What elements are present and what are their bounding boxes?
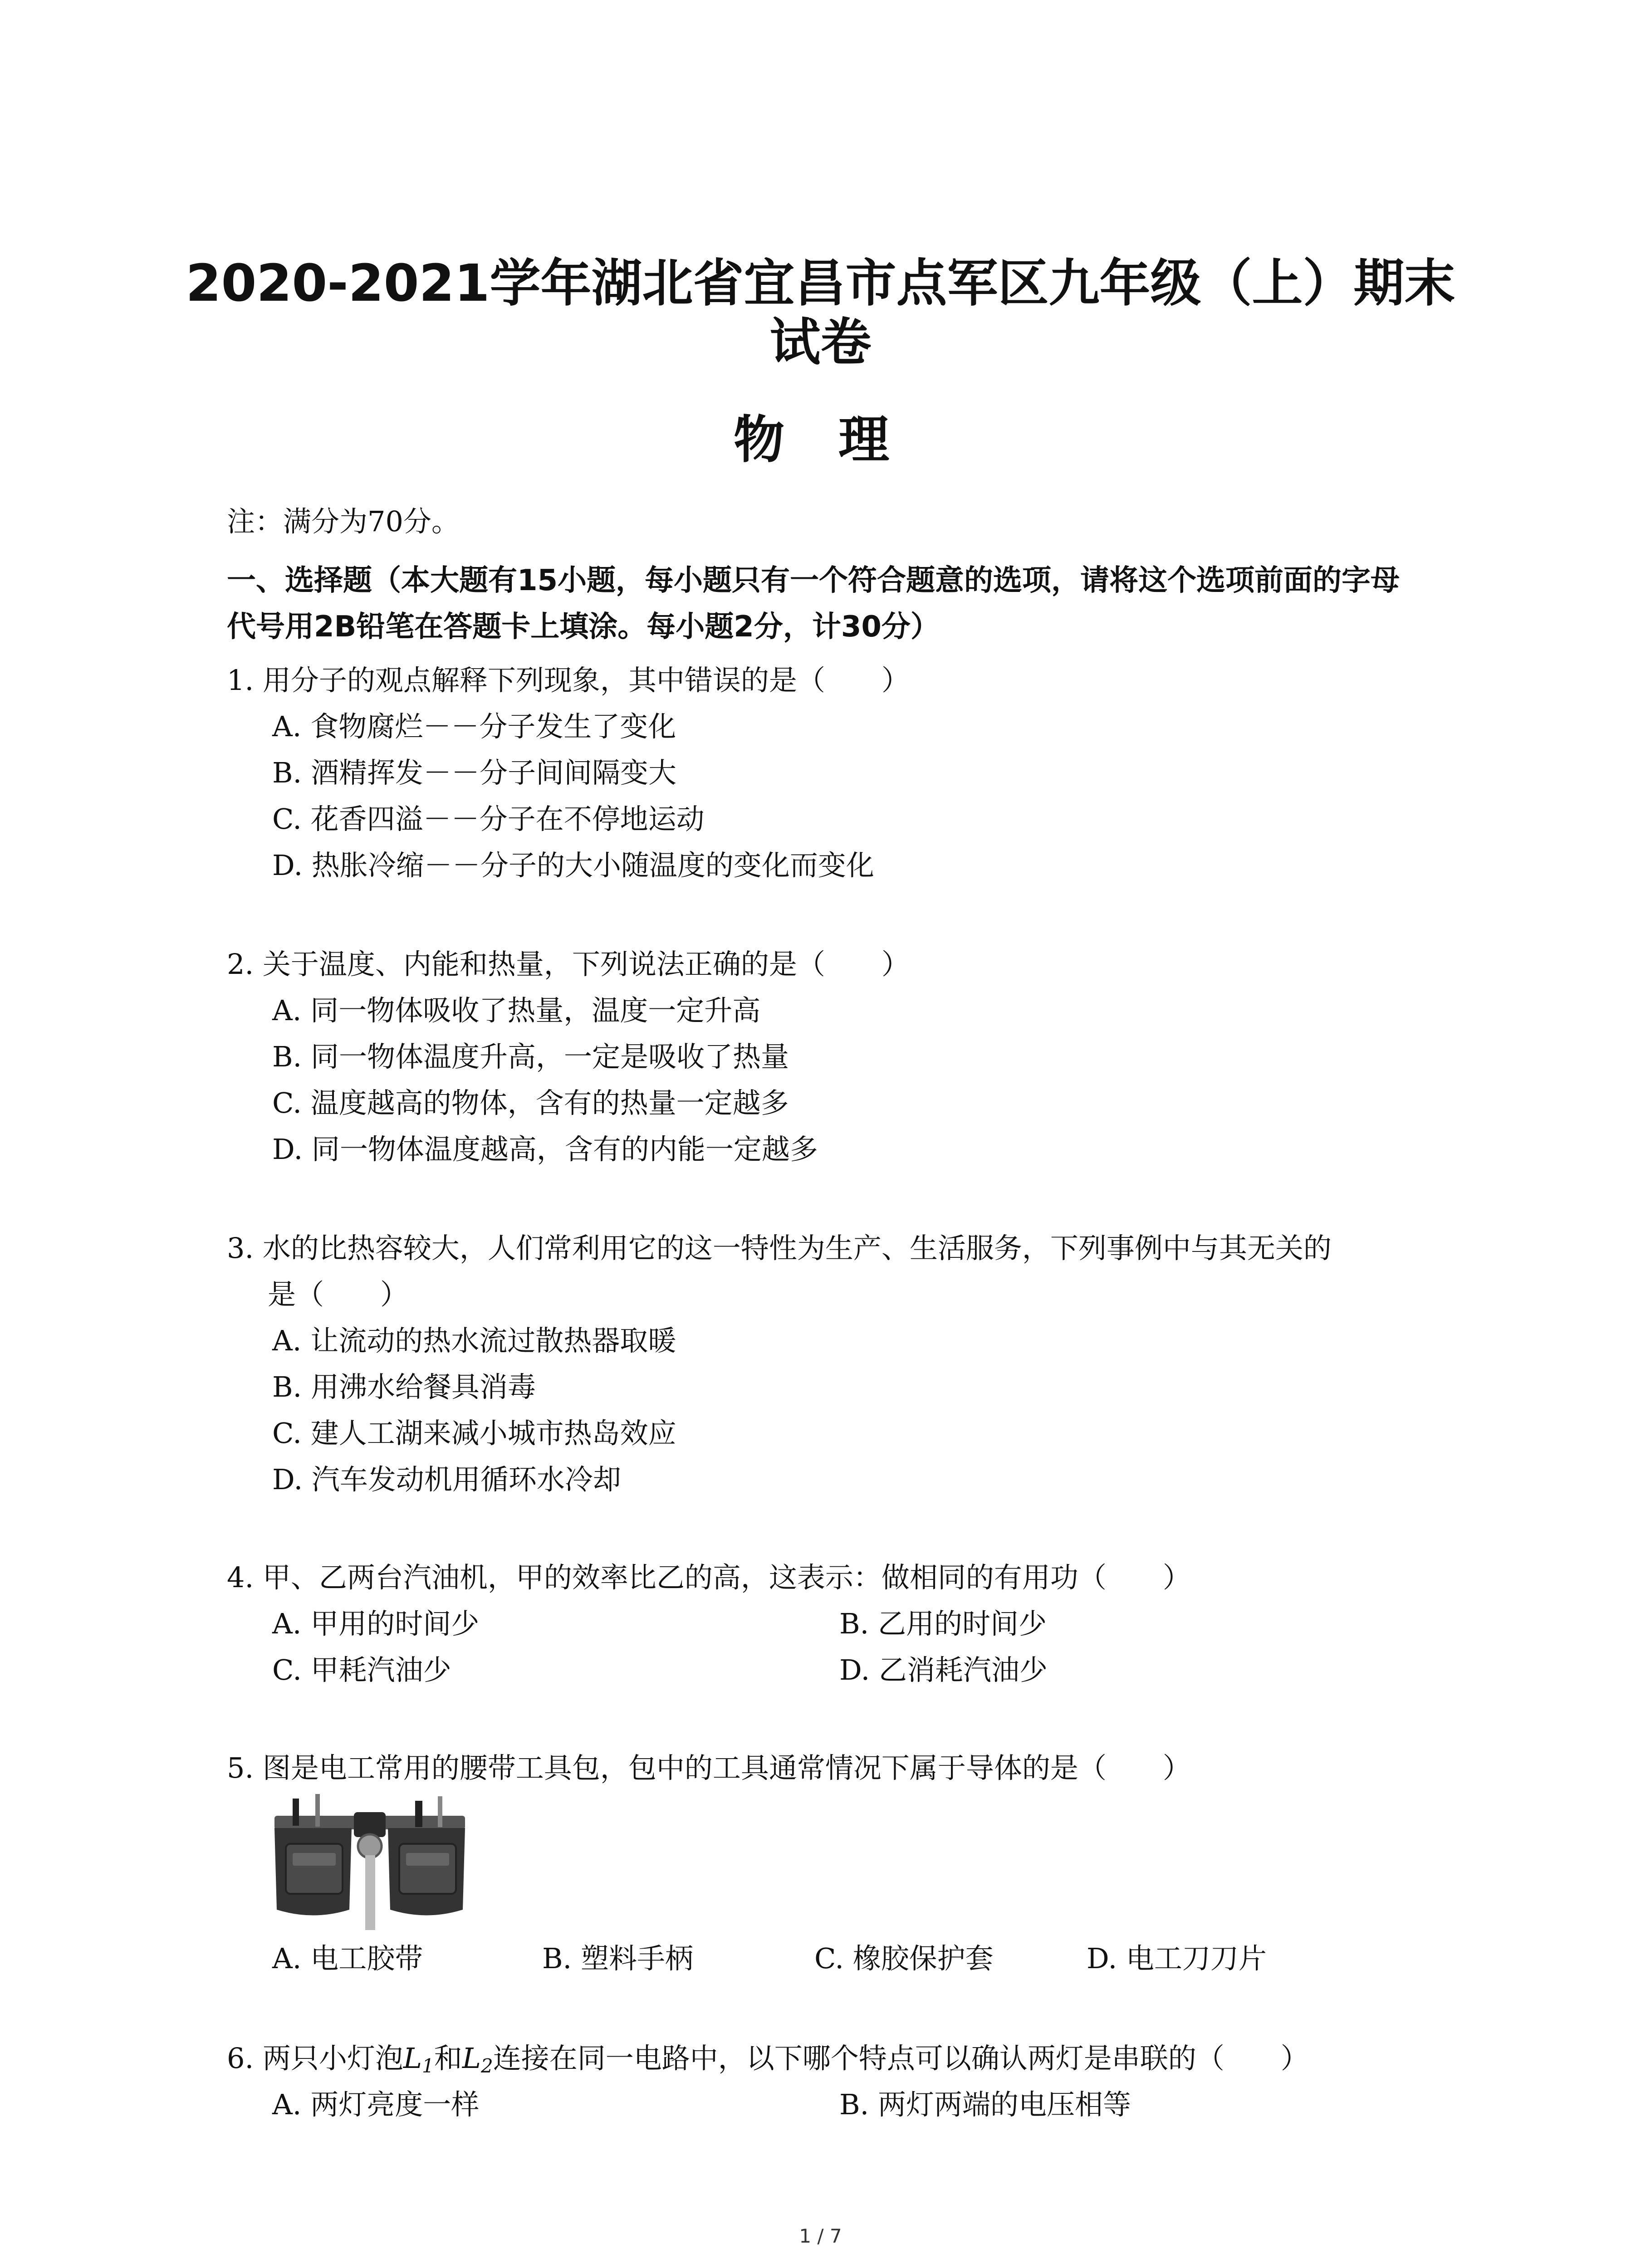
question-3-option-a: A. 让流动的热水流过散热器取暖 (272, 1324, 676, 1357)
question-6-stem (227, 2040, 1309, 2084)
exam-title-line2: 试卷 (769, 313, 872, 372)
symbol-l2: L (462, 2042, 481, 2075)
page-number: 1 / 7 (799, 2225, 842, 2247)
section1-heading-line1: 一、选择题（本大题有15小题，每小题只有一个符合题意的选项，请将这个选项前面的字母 (227, 564, 1400, 597)
question-2-option-b: B. 同一物体温度升高，一定是吸收了热量 (272, 1040, 789, 1073)
question-5-option-b: B. 塑料手柄 (542, 1942, 693, 1975)
question-3-stem-cont: 是（ ） (268, 1278, 409, 1311)
symbol-l2-subscript: 2 (480, 2055, 493, 2077)
question-5-option-a: A. 电工胶带 (272, 1942, 423, 1975)
question-2-stem: 2. 关于温度、内能和热量，下列说法正确的是（ ） (227, 948, 910, 981)
question-3-stem: 3. 水的比热容较大，人们常利用它的这一特性为生产、生活服务，下列事例中与其无关的 (227, 1232, 1332, 1265)
question-6-stem-part3: 连接在同一电路中，以下哪个特点可以确认两灯是串联的（ ） (493, 2042, 1309, 2075)
question-4-stem: 4. 甲、乙两台汽油机，甲的效率比乙的高，这表示：做相同的有用功（ ） (227, 1561, 1191, 1594)
question-3-option-c: C. 建人工湖来减小城市热岛效应 (272, 1417, 676, 1450)
question-2-option-d: D. 同一物体温度越高，含有的内能一定越多 (272, 1133, 818, 1166)
question-6-option-b: B. 两灯两端的电压相等 (839, 2088, 1131, 2121)
question-1-option-d: D. 热胀冷缩－－分子的大小随温度的变化而变化 (272, 849, 874, 882)
exam-title-line1: 2020-2021学年湖北省宜昌市点军区九年级（上）期末 (186, 254, 1455, 313)
question-6-option-a: A. 两灯亮度一样 (272, 2088, 480, 2121)
question-6-stem-part2: 和 (434, 2042, 462, 2075)
question-1-stem: 1. 用分子的观点解释下列现象，其中错误的是（ ） (227, 664, 910, 697)
subject-title: 物 理 (734, 410, 907, 469)
question-5-stem: 5. 图是电工常用的腰带工具包，包中的工具通常情况下属于导体的是（ ） (227, 1751, 1191, 1784)
question-4-option-a: A. 甲用的时间少 (272, 1607, 480, 1640)
symbol-l1: L (403, 2042, 422, 2075)
symbol-l1-subscript: 1 (422, 2055, 434, 2077)
question-6-stem-part1: 6. 两只小灯泡 (227, 2042, 403, 2075)
score-note: 注：满分为70分。 (227, 505, 460, 538)
question-1-option-b: B. 酒精挥发－－分子间间隔变大 (272, 756, 676, 789)
question-2-option-a: A. 同一物体吸收了热量，温度一定升高 (272, 994, 761, 1027)
question-4-option-b: B. 乙用的时间少 (839, 1607, 1047, 1640)
question-4-option-d: D. 乙消耗汽油少 (839, 1653, 1048, 1686)
tool-belt-figure (265, 1794, 474, 1932)
question-3-option-d: D. 汽车发动机用循环水冷却 (272, 1463, 621, 1496)
question-5-option-c: C. 橡胶保护套 (814, 1942, 994, 1975)
question-2-option-c: C. 温度越高的物体，含有的热量一定越多 (272, 1086, 789, 1119)
question-3-option-b: B. 用沸水给餐具消毒 (272, 1370, 536, 1403)
question-4-option-c: C. 甲耗汽油少 (272, 1653, 451, 1686)
question-1-option-a: A. 食物腐烂－－分子发生了变化 (272, 710, 676, 743)
question-1-option-c: C. 花香四溢－－分子在不停地运动 (272, 802, 705, 836)
question-5-option-d: D. 电工刀刀片 (1087, 1942, 1267, 1975)
section1-heading-line2: 代号用2B铅笔在答题卡上填涂。每小题2分，计30分） (227, 610, 940, 644)
